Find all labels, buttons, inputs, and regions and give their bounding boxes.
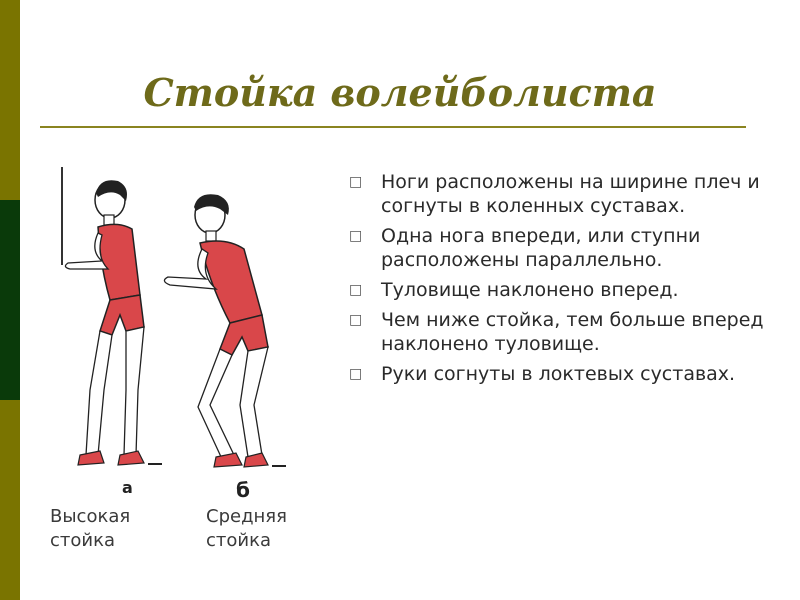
caption-medium-stance bbox=[206, 505, 287, 553]
figure-label-a: а bbox=[122, 478, 133, 497]
caption-medium-stance-line1: Средняя bbox=[206, 506, 287, 527]
bullet-item bbox=[345, 170, 765, 218]
bullet-marker-icon: □ bbox=[349, 366, 363, 382]
caption-high-stance-line1: Высокая bbox=[50, 506, 131, 527]
caption-medium-stance-line2: стойка bbox=[206, 530, 271, 551]
bullet-marker-icon: □ bbox=[349, 312, 363, 328]
bullet-item bbox=[345, 224, 765, 272]
bullet-marker-icon: □ bbox=[349, 282, 363, 298]
bullet-text: Руки согнуты в локтевых суставах. bbox=[381, 363, 736, 385]
caption-high-stance-line2: стойка bbox=[50, 530, 115, 551]
volleyball-stance-illustration bbox=[40, 165, 310, 505]
bullet-text: Одна нога впереди, или ступни расположены параллельно. bbox=[381, 225, 701, 271]
sidebar-stripe-middle bbox=[0, 200, 20, 400]
bullet-marker-icon: □ bbox=[349, 228, 363, 244]
figure-medium-stance bbox=[164, 194, 286, 467]
bullet-text: Туловище наклонено вперед. bbox=[381, 279, 679, 301]
figure-label-b: б bbox=[236, 478, 250, 502]
caption-high-stance bbox=[50, 505, 130, 553]
sidebar-stripe-top bbox=[0, 0, 20, 200]
bullet-marker-icon: □ bbox=[349, 174, 363, 190]
title-underline bbox=[40, 126, 746, 128]
bullet-text: Чем ниже стойка, тем больше вперед наклонено туловище. bbox=[381, 309, 764, 355]
bullet-item bbox=[345, 362, 765, 386]
bullet-item bbox=[345, 278, 765, 302]
bullet-text: Ноги расположены на ширине плеч и согнуты в коленных суставах. bbox=[381, 171, 760, 217]
sidebar-stripe-bottom bbox=[0, 400, 20, 600]
bullet-list bbox=[345, 170, 765, 392]
slide-title: Стойка волейболиста bbox=[143, 70, 657, 115]
bullet-item bbox=[345, 308, 765, 356]
figure-high-stance bbox=[62, 167, 162, 465]
